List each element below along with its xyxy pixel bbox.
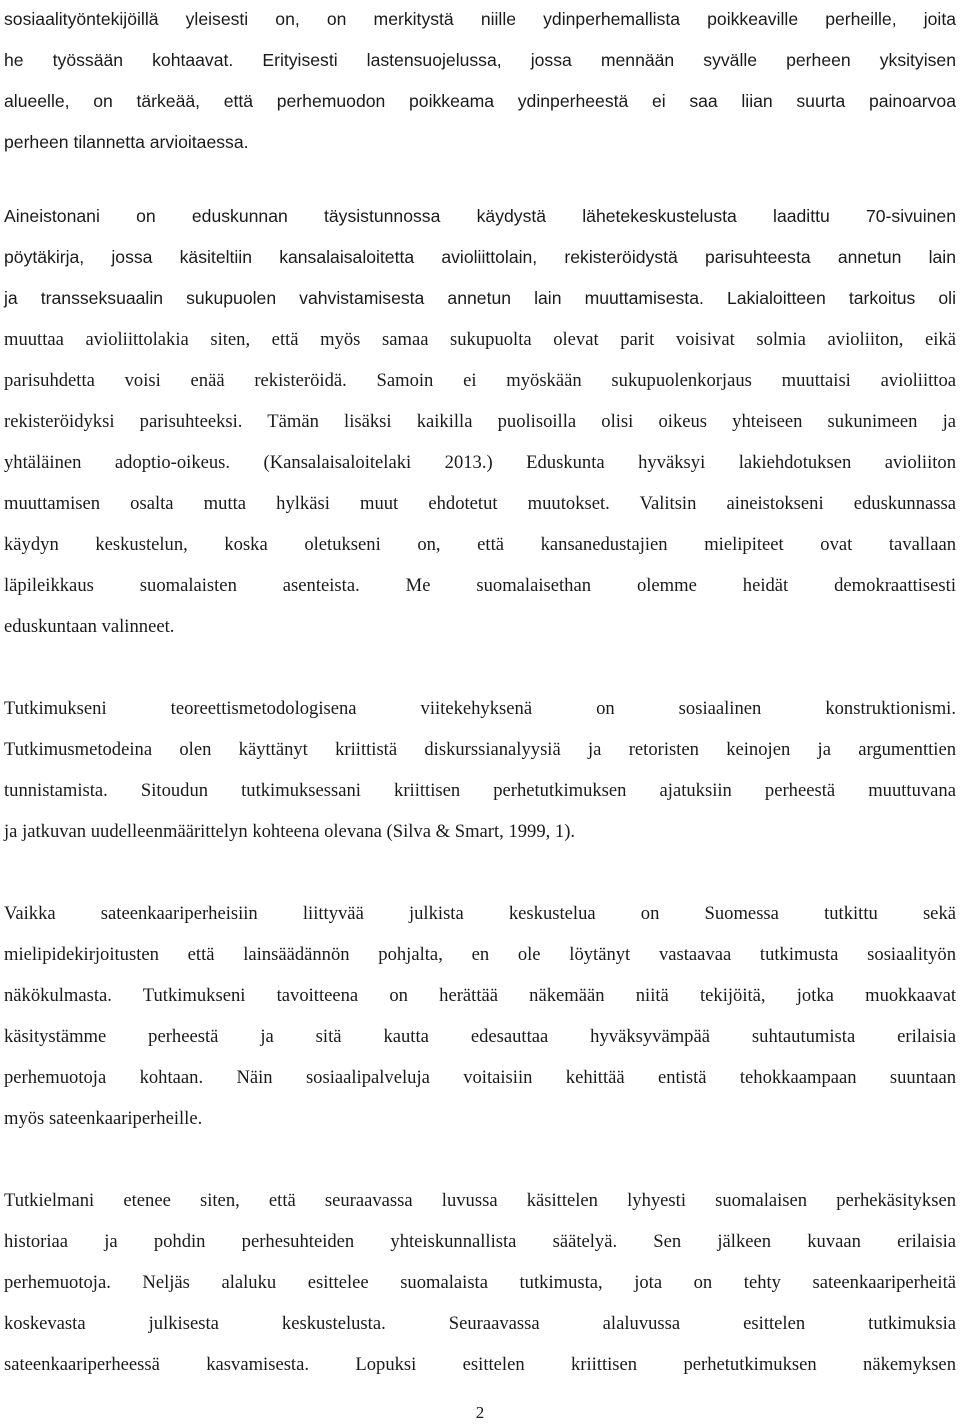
text-line: historiaa ja pohdin perhesuhteiden yhteiskunnallista säätelyä. Sen jälkeen kuvaan erilaisia: [4, 1231, 956, 1252]
text-line: yhtäläinen adoptio-oikeus. (Kansalaisaloitelaki 2013.) Eduskunta hyväksyi lakiehdotuksen avioliiton: [4, 452, 956, 473]
text-line: käsitystämme perheestä ja sitä kautta edesauttaa hyväksyvämpää suhtautumista erilaisia: [4, 1026, 956, 1047]
text-line: Tutkimusmetodeina olen käyttänyt kriittistä diskurssianalyysiä ja retoristen keinojen ja argumenttien: [4, 739, 956, 760]
text-line: ja transseksuaalin sukupuolen vahvistamisesta annetun lain muuttamisesta. Lakialoitteen tarkoitus oli: [4, 288, 956, 308]
text-line: he työssään kohtaavat. Erityisesti lastensuojelussa, jossa mennään syvälle perheen yksityisen: [4, 50, 956, 70]
text-line: rekisteröidyksi parisuhteeksi. Tämän lisäksi kaikilla puolisoilla olisi oikeus yhteiseen sukunimeen ja: [4, 411, 956, 432]
text-line: myös sateenkaariperheille.: [4, 1108, 203, 1129]
page-number: 2: [475, 1403, 485, 1422]
text-line: käydyn keskustelun, koska oletukseni on, että kansanedustajien mielipiteet ovat tavallaan: [4, 534, 956, 555]
paragraph-intro-continuation: [4, 0, 956, 163]
text-line: parisuhdetta voisi enää rekisteröidä. Samoin ei myöskään sukupuolenkorjaus muuttaisi avioliittoa: [4, 370, 956, 391]
text-line: tunnistamista. Sitoudun tutkimuksessani kriittisen perhetutkimuksen ajatuksiin perheestä muuttuvana: [4, 780, 956, 801]
paragraph-methodology: [4, 688, 956, 852]
text-line: ja jatkuvan uudelleenmäärittelyn kohteena olevana (Silva & Smart, 1999, 1).: [4, 821, 576, 842]
text-line: muuttaa avioliittolakia siten, että myös samaa sukupuolta olevat parit voisivat solmia avioliiton, eikä: [4, 329, 956, 350]
text-line: sateenkaariperheessä kasvamisesta. Lopuksi esittelen kriittisen perhetutkimuksen näkemyksen: [4, 1354, 956, 1375]
text-line: näkökulmasta. Tutkimukseni tavoitteena on herättää näkemään niitä tekijöitä, jotka muokkaavat: [4, 985, 956, 1006]
text-line: muuttamisen osalta mutta hylkäsi muut ehdotetut muutokset. Valitsin aineistokseni eduskunnassa: [4, 493, 956, 514]
text-line: alueelle, on tärkeää, että perhemuodon poikkeama ydinperheestä ei saa liian suurta painoarvoa: [4, 91, 956, 111]
text-line: sosiaalityöntekijöillä yleisesti on, on merkitystä niille ydinperhemallista poikkeaville perheille, joita: [4, 9, 956, 29]
text-line: mielipidekirjoitusten että lainsäädännön pohjalta, en ole löytänyt vastaavaa tutkimusta sosiaalityön: [4, 944, 956, 965]
text-line: perheen tilannetta arvioitaessa.: [4, 132, 249, 152]
text-line: Vaikka sateenkaariperheisiin liittyvää julkista keskustelua on Suomessa tutkittu sekä: [4, 903, 956, 924]
paragraph-material: [4, 196, 956, 647]
text-line: Tutkimukseni teoreettismetodologisena viitekehyksenä on sosiaalinen konstruktionismi.: [4, 698, 956, 719]
text-line: koskevasta julkisesta keskustelusta. Seuraavassa alaluvussa esittelen tutkimuksia: [4, 1313, 956, 1334]
text-line: Tutkielmani etenee siten, että seuraavassa luvussa käsittelen lyhyesti suomalaisen perhekäsityksen: [4, 1190, 956, 1211]
text-line: perhemuotoja kohtaan. Näin sosiaalipalveluja voitaisiin kehittää entistä tehokkaampaan suuntaan: [4, 1067, 956, 1088]
text-line: läpileikkaus suomalaisten asenteista. Me suomalaisethan olemme heidät demokraattisesti: [4, 575, 956, 596]
text-line: perhemuotoja. Neljäs alaluku esittelee suomalaista tutkimusta, jota on tehty sateenkaariperheitä: [4, 1272, 956, 1293]
text-line: Aineistonani on eduskunnan täysistunnossa käydystä lähetekeskustelusta laadittu 70-sivuinen: [4, 206, 956, 226]
text-line: eduskuntaan valinneet.: [4, 616, 175, 637]
text-line: pöytäkirja, jossa käsiteltiin kansalaisaloitetta avioliittolain, rekisteröidystä parisuhteesta annetun lain: [4, 247, 956, 267]
paragraph-research-goal: [4, 893, 956, 1139]
paragraph-structure: [4, 1180, 956, 1385]
